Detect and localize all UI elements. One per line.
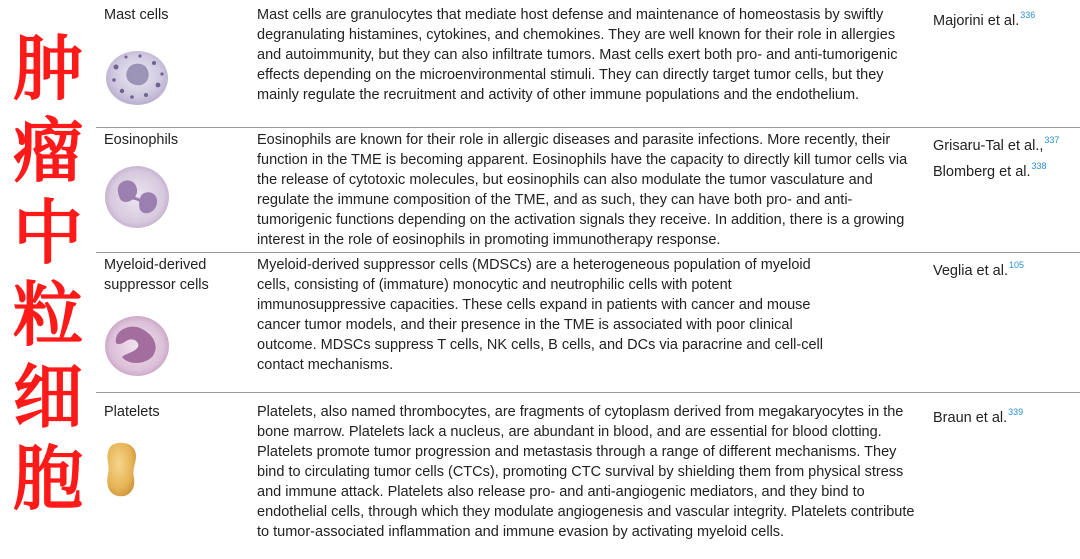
reference	[933, 255, 1078, 281]
cell-references	[933, 130, 1078, 182]
cell-type-label: Myeloid-derived suppressor cells	[104, 257, 209, 293]
cell-type-label: Eosinophils	[104, 132, 179, 148]
reference-number[interactable]: 337	[1044, 135, 1060, 145]
reference-author: Braun et al.	[933, 410, 1008, 426]
side-title-char: 胞	[13, 438, 83, 520]
cell-description: Mast cells are granulocytes that mediate host defense and maintenance of homeostasis by swiftly degranulating histamines, cytokines, and chemokines. They are well known for their role in allergies and autoimmunity, but they can also infiltrate tumors. Mast cells exert both pro- and anti-tumorigenic effects depending on the microenvironmental stimuli. They can directly target tumor cells, but they mainly regulate the recruitment and activity of other immune populations and the endothelium.	[257, 7, 898, 103]
reference	[933, 156, 1078, 182]
reference	[933, 402, 1078, 428]
reference-number[interactable]: 105	[1008, 260, 1025, 270]
reference	[933, 130, 1078, 156]
reference	[933, 5, 1078, 31]
table-row	[96, 5, 1080, 125]
cell-type-label: Mast cells	[104, 7, 169, 23]
reference-author: Grisaru-Tal et al.,	[933, 138, 1044, 154]
side-title-char: 中	[13, 192, 83, 274]
row-divider	[96, 392, 1080, 393]
platelet-icon	[104, 440, 140, 505]
side-title-char: 粒	[13, 274, 83, 356]
table-row	[96, 130, 1080, 252]
cell-references	[933, 402, 1078, 428]
cell-description: Eosinophils are known for their role in allergic diseases and parasite infections. More recently, their function in the TME is becoming apparent. Eosinophils have the capacity to directly kill tumor cells via the release of cytotoxic molecules, but eosinophils can also modulate the tumor vasculature and regulate the immune composition of the TME, and as such, they can have both pro- and anti-tumorigenic functions depending on the activation signals they receive. In addition, there is a growing interest in the role of eosinophils in promoting immunotherapy response.	[257, 132, 908, 248]
cell-references	[933, 255, 1078, 281]
eosinophil-icon	[102, 162, 172, 237]
table-row	[96, 402, 1080, 559]
row-divider	[96, 127, 1080, 128]
table-row	[96, 255, 1080, 395]
mdsc-icon	[102, 313, 172, 384]
cell-references	[933, 5, 1078, 31]
reference-author: Majorini et al.	[933, 13, 1020, 29]
cell-description: Myeloid-derived suppressor cells (MDSCs) are a heterogeneous population of myeloid cells, consisting of (immature) monocytic and neutrophilic cells with potent immunosuppressive capacities. These cells expand in patients with cancer and mouse cancer tumor models, and their presence in the TME is associated with poor clinical outcome. MDSCs suppress T cells, NK cells, B cells, and DCs via paracrine and cell-cell contact mechanisms.	[257, 257, 823, 373]
side-title-char: 瘤	[13, 110, 83, 192]
side-title-char: 肿	[13, 28, 83, 110]
cell-description: Platelets, also named thrombocytes, are fragments of cytoplasm derived from megakaryocytes in the bone marrow. Platelets lack a nucleus, are abundant in blood, and are essential for blood clotting. Platelets promote tumor progression and metastasis through a range of different mechanisms. They bind to circulating tumor cells (CTCs), promoting CTC survival by shielding them from physical stress and immune attack. Platelets also release pro- and anti-angiogenic mediators, and they bind to endothelial cells, through which they modulate angiogenesis and vascular integrity. Platelets contribute to tumor-associated inflammation and immune evasion by activating myeloid cells.	[257, 404, 915, 540]
cell-type-label: Platelets	[104, 404, 160, 420]
mast-cell-icon	[102, 47, 172, 114]
cell-type-table	[96, 0, 1080, 559]
reference-author: Blomberg et al.	[933, 164, 1031, 180]
side-title-char: 细	[13, 356, 83, 438]
side-title	[8, 30, 88, 518]
reference-number[interactable]: 336	[1020, 10, 1036, 20]
reference-number[interactable]: 339	[1008, 407, 1024, 417]
reference-author: Veglia et al.	[933, 263, 1008, 279]
row-divider	[96, 252, 1080, 253]
reference-number[interactable]: 338	[1031, 161, 1047, 171]
